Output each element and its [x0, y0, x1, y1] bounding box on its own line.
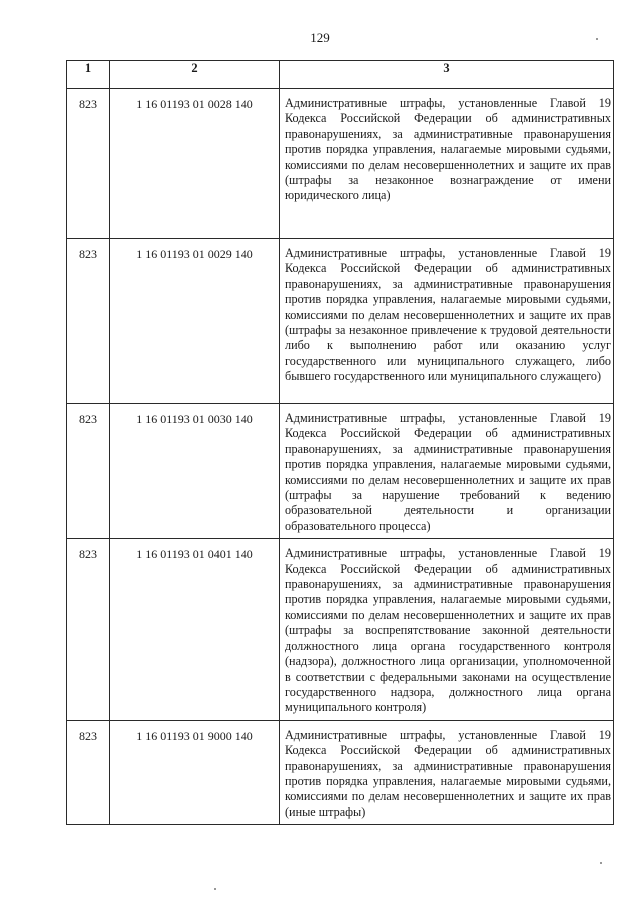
table-header-row: [67, 61, 614, 89]
admin-code-cell: 823: [67, 539, 110, 720]
scan-speck: [600, 862, 602, 864]
kbk-code-cell: 1 16 01193 01 0028 140: [110, 89, 280, 239]
admin-code-cell: 823: [67, 239, 110, 404]
column-header-3: 3: [280, 61, 614, 89]
kbk-code-cell: 1 16 01193 01 0030 140: [110, 404, 280, 539]
scan-speck: [596, 38, 598, 40]
budget-code-table: [66, 60, 614, 825]
column-header-1: 1: [67, 61, 110, 89]
kbk-code-cell: 1 16 01193 01 0029 140: [110, 239, 280, 404]
table-row: [67, 404, 614, 539]
table-row: [67, 720, 614, 824]
description-cell: Административные штрафы, установленные Главой 19 Кодекса Российской Федерации об административных правонарушениях, за административные правонарушения против порядка управления, налагаемые мировыми судьями, комиссиями по делам несовершеннолетних и защите их прав (штрафы за воспрепятствование законной деятельности должностного лица органа государственного контроля (надзора), должностного лица организации, уполномоченной в соответствии с федеральными законами на осуществление государственного надзора, должностного лица органа муниципального контроля): [280, 539, 614, 720]
admin-code-cell: 823: [67, 89, 110, 239]
description-cell: Административные штрафы, установленные Главой 19 Кодекса Российской Федерации об административных правонарушениях, за административные правонарушения против порядка управления, налагаемые мировыми судьями, комиссиями по делам несовершеннолетних и защите их прав (штрафы за незаконное привлечение к трудовой деятельности либо к выполнению работ или оказанию услуг государственного или муниципального служащего, либо бывшего государственного или муниципального служащего): [280, 239, 614, 404]
description-cell: Административные штрафы, установленные Главой 19 Кодекса Российской Федерации об административных правонарушениях, за административные правонарушения против порядка управления, налагаемые мировыми судьями, комиссиями по делам несовершеннолетних и защите их прав (штрафы за незаконное вознаграждение от имени юридического лица): [280, 89, 614, 239]
table-row: [67, 239, 614, 404]
table-row: [67, 89, 614, 239]
table-row: [67, 539, 614, 720]
column-header-2: 2: [110, 61, 280, 89]
scan-speck: [214, 888, 216, 890]
page-number: 129: [310, 30, 330, 45]
kbk-code-cell: 1 16 01193 01 0401 140: [110, 539, 280, 720]
description-cell: Административные штрафы, установленные Главой 19 Кодекса Российской Федерации об административных правонарушениях, за административные правонарушения против порядка управления, налагаемые мировыми судьями, комиссиями по делам несовершеннолетних и защите их прав (штрафы за нарушение требований к ведению образовательной деятельности и организации образовательного процесса): [280, 404, 614, 539]
kbk-code-cell: 1 16 01193 01 9000 140: [110, 720, 280, 824]
description-cell: Административные штрафы, установленные Главой 19 Кодекса Российской Федерации об административных правонарушениях, за административные правонарушения против порядка управления, налагаемые мировыми судьями, комиссиями по делам несовершеннолетних и защите их прав (иные штрафы): [280, 720, 614, 824]
admin-code-cell: 823: [67, 720, 110, 824]
admin-code-cell: 823: [67, 404, 110, 539]
